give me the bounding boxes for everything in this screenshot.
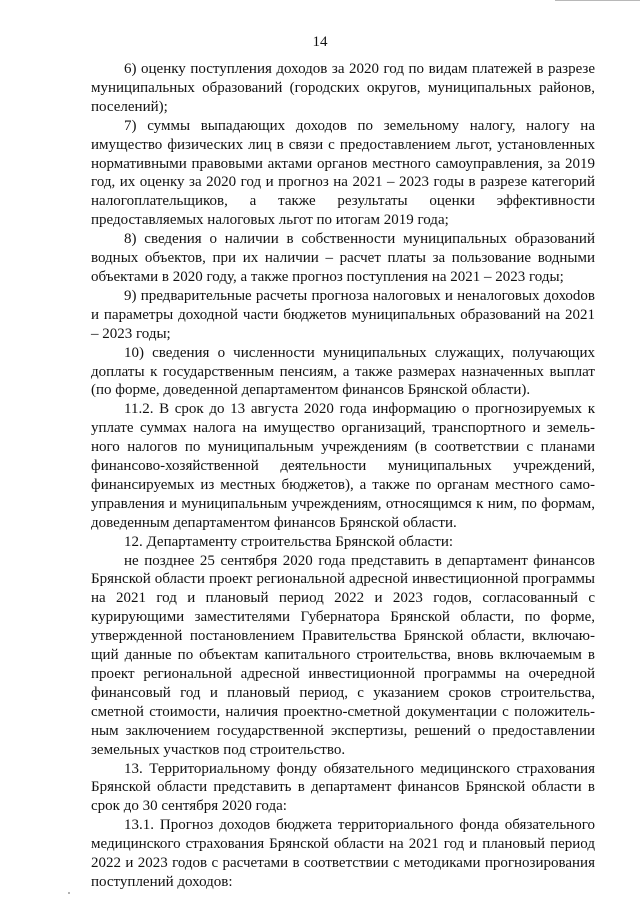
- document-body: [91, 60, 595, 892]
- scan-edge-line: [555, 0, 640, 1]
- section-13-paragraph: 13. Территориальному фонду обязательного медицинского страхования Брянской области представить в департамент финансов Брянской области в срок до 30 сентября 2020 года:: [91, 760, 595, 815]
- section-11-2-paragraph: 11.2. В срок до 13 августа 2020 года информацию о прогнозируемых к уплате суммах налога на имущество организаций, транспортного и земельного налогов по муниципальным учреждениям (в соответствии с планами финансово-хозяйственной деятельности муниципальных учреждений, финансируемых из местных бюджетов), а также по органам местного самоуправления и муниципальным учреждениям, относящимся к ним, по формам, доведенным департаментом финансов Брянской области.: [91, 401, 595, 531]
- section-12-heading: 12. Департаменту строительства Брянской области:: [124, 533, 454, 550]
- page-number: 14: [312, 34, 328, 50]
- section-12-paragraph: не позднее 25 сентября 2020 года представить в департамент финансов Брянской области проект региональной адресной инвестиционной программы на 2021 год и плановый период 2022 и 2023 годов, согласованный с курирующими заместителями Губернатора Брянской области, по форме, утвержденной постановлением Правительства Брянской области, включающий данные по объектам капитального строительства, вновь включаемым в проект региональной адресной инвестиционной программы на очередной финансовый год и плановый период, с указанием сроков строительства, сметной стоимости, наличия проектно-сметной документации с положительным заключением государственной экспертизы, решений о предоставлении земельных участков под строительство.: [91, 552, 595, 758]
- item-8-paragraph: 8) сведения о наличии в собственности муниципальных образований водных объектов, при их наличии – расчет платы за пользование водными объектами в 2020 году, а также прогноз поступления на 2021 – 2023 годы;: [91, 231, 595, 285]
- item-10-paragraph: 10) сведения о численности муниципальных служащих, получающих доплаты к государственным пенсиям, а также размерах назначенных выплат (по форме, доведенной департаментом финансов Брянской области).: [91, 344, 595, 399]
- section-13-1-paragraph: 13.1. Прогноз доходов бюджета территориального фонда обязательного медицинского страхования Брянской области на 2021 год и плановый период 2022 и 2023 годов с расчетами в соответствии с методиками прогнозирования поступлений доходов:: [91, 817, 595, 890]
- item-7-paragraph: 7) суммы выпадающих доходов по земельному налогу, налогу на имущество физических лиц в связи с предоставлением льгот, установленных нормативными правовыми актами органов местного самоуправления, за 2019 год, их оценку за 2020 год и прогноз на 2021 – 2023 годы в разрезе категорий налогоплательщиков, а также результаты оценки эффективности предоставляемых налоговых льгот по итогам 2019 года;: [91, 117, 595, 229]
- item-9-paragraph: 9) предварительные расчеты прогноза налоговых и неналоговых дохоdов и параметры доходной части бюджетов муниципальных образований на 2021 – 2023 годы;: [91, 287, 595, 342]
- item-6-paragraph: 6) оценку поступления доходов за 2020 год по видам платежей в разрезе муниципальных образований (городских округов, муниципальных районов, поселений);: [91, 61, 595, 115]
- scan-speck: [68, 892, 70, 894]
